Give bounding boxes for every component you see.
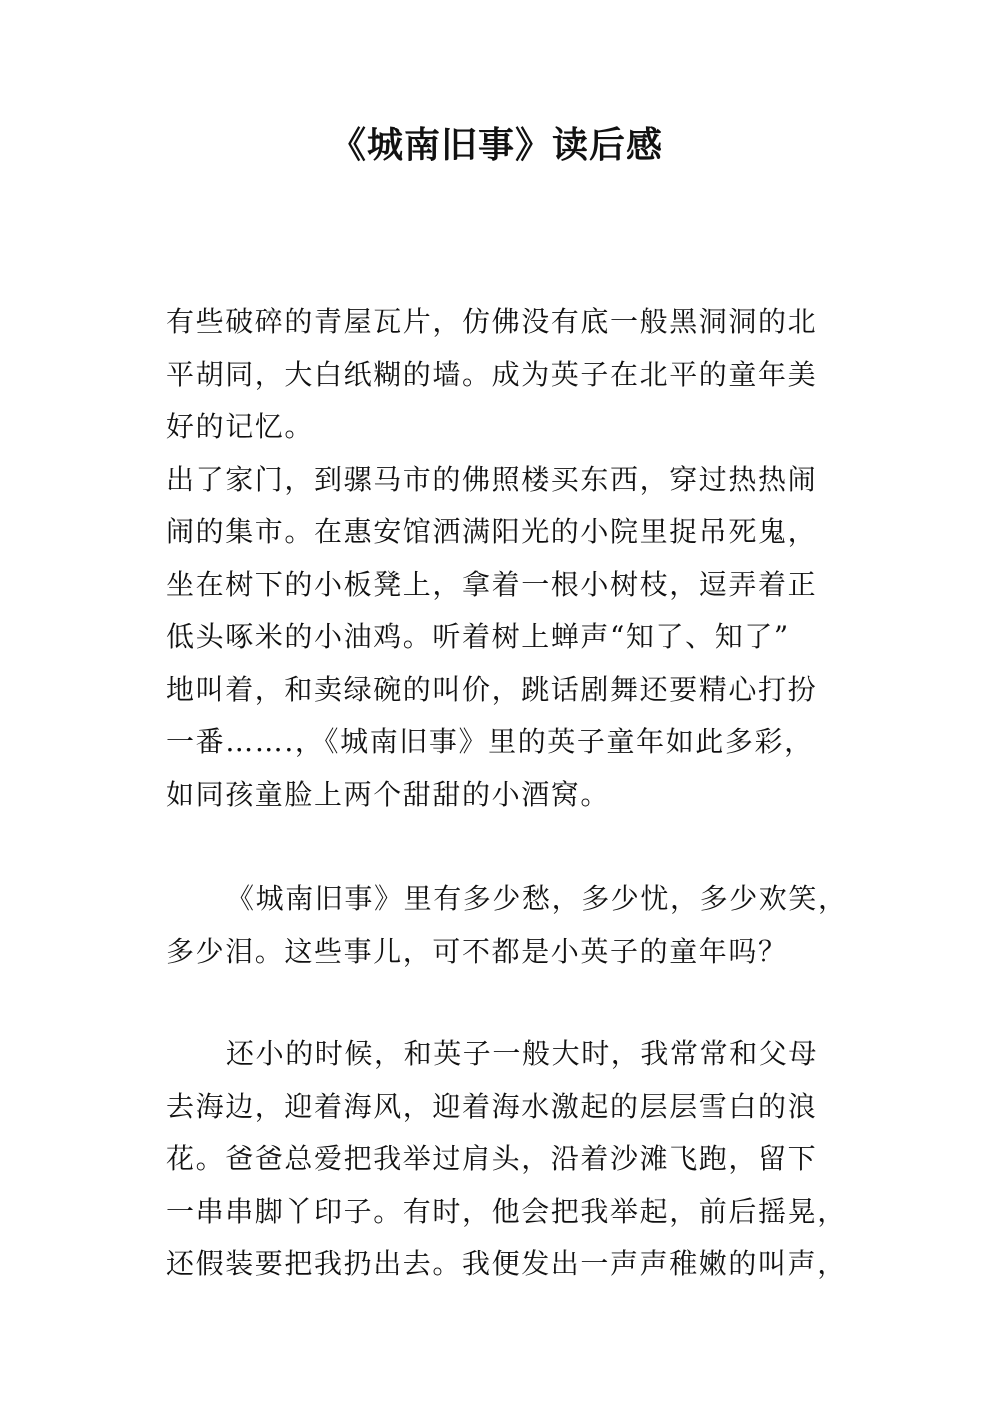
document-body — [166, 296, 846, 1291]
paragraph-3 — [166, 873, 846, 978]
text-line: 地叫着，和卖绿碗的叫价，跳话剧舞还要精心打扮 — [166, 672, 818, 706]
text-line: 如同孩童脸上两个甜甜的小酒窝。 — [166, 777, 611, 811]
text-line: 还假装要把我扔出去。我便发出一声声稚嫩的叫声， — [166, 1247, 847, 1280]
text-line: 有些破碎的青屋瓦片，仿佛没有底一般黑洞洞的北 — [166, 305, 818, 338]
text-line: 《城南旧事》里有多少愁，多少忧，多少欢笑， — [226, 882, 848, 915]
text-line: 一串串脚丫印子。有时，他会把我举起，前后摇晃， — [166, 1194, 847, 1228]
text-line: 还小的时候，和英子一般大时，我常常和父母 — [226, 1037, 819, 1070]
document-title: 《城南旧事》读后感 — [329, 125, 663, 166]
text-line: 好的记忆。 — [166, 410, 315, 443]
text-line: 去海边，迎着海风，迎着海水激起的层层雪白的浪 — [166, 1089, 818, 1123]
text-line: 闹的集市。在惠安馆洒满阳光的小院里捉吊死鬼， — [166, 515, 818, 548]
text-line: 出了家门，到骡马市的佛照楼买东西，穿过热热闹 — [166, 462, 818, 496]
paragraph-2 — [166, 454, 846, 822]
paragraph-4 — [166, 1028, 846, 1291]
paragraph-spacer — [166, 978, 846, 1028]
text-line: 一番…….，《城南旧事》里的英子童年如此多彩， — [166, 725, 814, 758]
text-line: 坐在树下的小板凳上，拿着一根小树枝，逗弄着正 — [166, 567, 818, 601]
text-line: 平胡同，大白纸糊的墙。成为英子在北平的童年美 — [166, 357, 818, 391]
text-line: 低头啄米的小油鸡。听着树上蝉声“知了、知了” — [166, 620, 790, 653]
paragraph-1 — [166, 296, 846, 454]
text-line: 多少泪。这些事儿，可不都是小英子的童年吗？ — [166, 934, 788, 968]
paragraph-spacer — [166, 821, 846, 873]
text-line: 花。爸爸总爱把我举过肩头，沿着沙滩飞跑，留下 — [166, 1142, 818, 1175]
